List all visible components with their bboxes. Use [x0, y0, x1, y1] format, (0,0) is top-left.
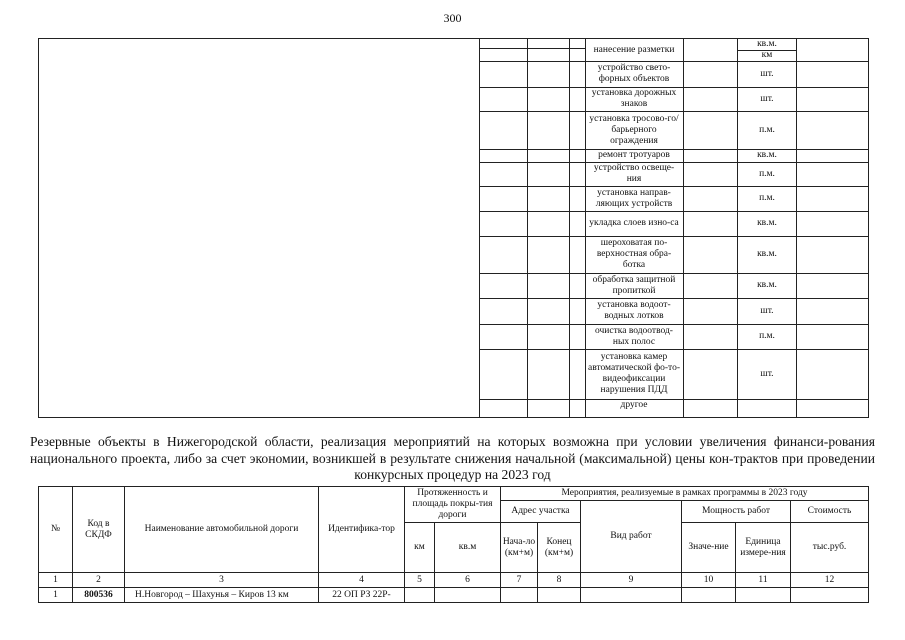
work-type-cell: другое: [620, 400, 648, 410]
page-number: 300: [443, 11, 462, 25]
unit-divider: [737, 50, 796, 51]
row-divider: [479, 48, 585, 49]
header-km: км: [405, 523, 435, 573]
header-sqm: кв.м: [435, 523, 501, 573]
table-divider: [479, 39, 480, 417]
unit-cell: кв.м.: [757, 249, 777, 259]
header-work-type: Вид работ: [581, 501, 682, 573]
row-km: [405, 588, 435, 603]
unit-cell: кв.м.: [757, 218, 777, 228]
header-capacity: Мощность работ: [682, 501, 791, 523]
work-type-cell: нанесение разметки: [593, 44, 675, 55]
work-type-cell: установка водоот-водных лотков: [597, 300, 671, 321]
row-end: [538, 588, 581, 603]
work-type-cell: ремонт тротуаров: [598, 150, 670, 160]
col-number: 11: [736, 573, 791, 588]
continuation-table: [38, 38, 869, 418]
work-type-cell: установка дорожных знаков: [591, 88, 677, 109]
col-number: 7: [501, 573, 538, 588]
unit-cell: п.м.: [759, 331, 775, 341]
unit-cell: п.м.: [759, 168, 775, 179]
header-start: Нача-ло (км+м): [501, 523, 538, 573]
header-unit: Единица измере-ния: [736, 523, 791, 573]
header-no: №: [39, 487, 73, 573]
row-cost: [791, 588, 869, 603]
row-code: 800536: [73, 588, 125, 603]
col-number: 9: [581, 573, 682, 588]
row-unit: [736, 588, 791, 603]
table-divider: [683, 39, 684, 417]
table-row: [39, 588, 869, 603]
section-heading: Резервные объекты в Нижегородской области, реализация мероприятий на которых возможна при условии увеличения финанси-рования национального проекта, либо за счет экономии, возникшей в результате снижения начальной (максимальной) цены кон-трактов при проведении конкурсных процедур на 2023 год: [30, 434, 875, 482]
col-number: 2: [73, 573, 125, 588]
work-type-cell: устройство освеще-ния: [593, 163, 675, 184]
header-end: Конец (км+м): [538, 523, 581, 573]
work-type-cell: укладка слоев изно-са: [589, 218, 679, 228]
table-divider: [585, 39, 586, 417]
unit-cell: шт.: [760, 68, 774, 79]
header-value: Значе-ние: [682, 523, 736, 573]
unit-cell: шт.: [760, 93, 774, 104]
work-type-cell: установка тросово-го/барьерного ограждения: [589, 113, 679, 146]
header-rub: тыс.руб.: [791, 523, 869, 573]
unit-cell: км: [761, 50, 773, 60]
work-type-cell: шероховатая по-верхностная обра-ботка: [596, 238, 672, 270]
row-value: [682, 588, 736, 603]
unit-cell: кв.м.: [757, 280, 777, 290]
work-type-cell: устройство свето-форных объектов: [597, 63, 671, 84]
header-identifier: Идентифика-тор: [319, 487, 405, 573]
col-number: 1: [39, 573, 73, 588]
header-address: Адрес участка: [501, 501, 581, 523]
header-cost: Стоимость: [791, 501, 869, 523]
table-divider: [796, 39, 797, 417]
col-number: 4: [319, 573, 405, 588]
header-road-name: Наименование автомобильной дороги: [125, 487, 319, 573]
row-road-name: Н.Новгород – Шахунья – Киров 13 км: [125, 588, 319, 603]
row-start: [501, 588, 538, 603]
column-number-row: [39, 573, 869, 588]
col-number: 6: [435, 573, 501, 588]
unit-cell: шт.: [760, 305, 774, 316]
col-number: 5: [405, 573, 435, 588]
reserve-objects-table: [38, 486, 869, 603]
col-number: 12: [791, 573, 869, 588]
header-code: Код в СКДФ: [73, 487, 125, 573]
col-number: 3: [125, 573, 319, 588]
work-type-cell: очистка водоотвод-ных полос: [595, 325, 673, 347]
header-events: Мероприятия, реализуемые в рамках программы в 2023 году: [501, 487, 869, 501]
header-length: Протяженность и площадь покры-тия дороги: [405, 487, 501, 523]
unit-cell: п.м.: [759, 193, 775, 203]
unit-cell: кв.м.: [757, 39, 777, 49]
col-number: 10: [682, 573, 736, 588]
col-number: 8: [538, 573, 581, 588]
work-type-cell: установка камер автоматической фо-то- видеофиксации нарушения ПДД: [587, 352, 680, 395]
unit-cell: п.м.: [759, 124, 775, 135]
work-type-cell: обработка защитной пропиткой: [592, 274, 676, 296]
unit-cell: кв.м.: [757, 150, 777, 160]
row-sqm: [435, 588, 501, 603]
unit-cell: шт.: [760, 368, 774, 379]
unit-cell: [738, 399, 796, 412]
table-divider: [569, 39, 570, 417]
row-identifier: 22 ОП РЗ 22Р-: [319, 588, 405, 603]
row-work-type: [581, 588, 682, 603]
row-no: 1: [39, 588, 73, 603]
table-divider: [527, 39, 528, 417]
work-type-cell: установка направ-ляющих устройств: [595, 187, 673, 209]
